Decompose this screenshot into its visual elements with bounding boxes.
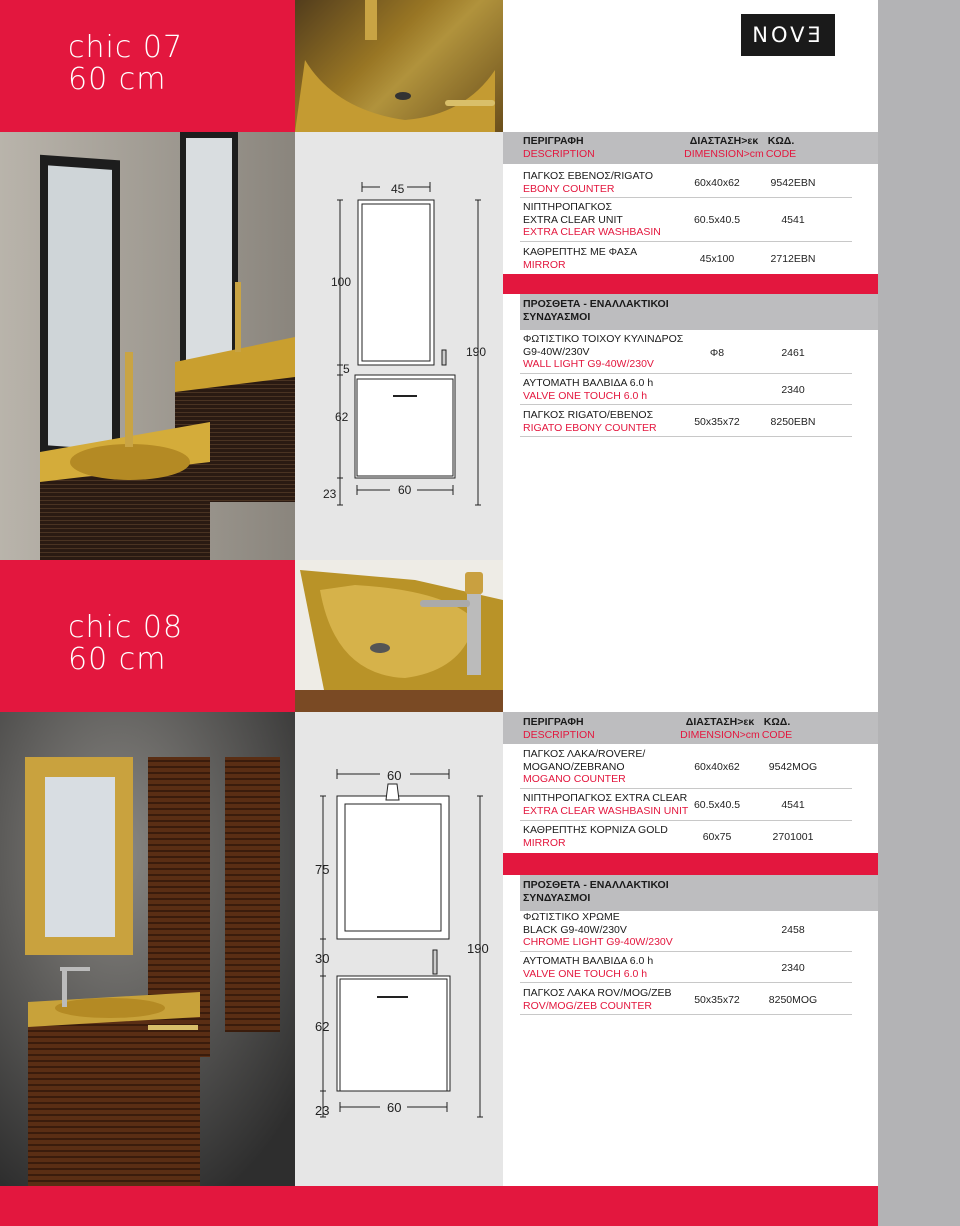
chic07-row2-dim: 60.5x40.5 [693, 214, 741, 226]
chic08-acc-title-2: ΣΥΝΔΥΑΣΜΟΙ [523, 892, 591, 904]
chic07-header-code-gr: ΚΩΔ. [767, 135, 795, 147]
chic07-acc1-en: WALL LIGHT G9-40W/230V [523, 358, 654, 370]
chic07-acc1-dim: Φ8 [709, 347, 725, 359]
chic08-row2-en: EXTRA CLEAR WASHBASIN UNIT [523, 804, 689, 817]
chic07-header-desc-en: DESCRIPTION [523, 148, 595, 160]
chic08-header-code-en: CODE [761, 729, 793, 741]
chic07-acc-row [520, 332, 852, 374]
chic08-row3-dim: 60x75 [702, 831, 732, 843]
chic07-technical-drawing [295, 132, 503, 560]
chic07-header-desc-gr: ΠΕΡΙΓΡΑΦΗ [523, 135, 584, 147]
chic08-dim-cabinet-height: 62 [315, 1019, 330, 1034]
chic08-main-photo [0, 712, 295, 1186]
chic08-title-block [0, 560, 295, 712]
chic07-row2-gr: ΝΙΠΤΗΡΟΠΑΓΚΟΣ [523, 201, 612, 213]
chic07-acc1-gr: ΦΩΤΙΣΤΙΚΟ ΤΟΙΧΟΥ ΚΥΛΙΝΔΡΟΣ [523, 333, 684, 345]
chic07-row [520, 243, 852, 272]
chic07-row3-gr: ΚΑΘΡΕΠΤΗΣ ΜΕ ΦΑΣΑ [523, 246, 638, 258]
chic07-header-code-en: CODE [765, 148, 797, 160]
chic08-detail-photo [295, 560, 503, 712]
chic07-dim-mirror-width: 45 [391, 182, 405, 196]
chic07-acc3-dim: 50x35x72 [694, 416, 740, 428]
chic08-acc3-dim: 50x35x72 [694, 994, 740, 1006]
brand-logo [741, 14, 835, 56]
chic07-acc3-code: 8250EBN [770, 416, 816, 428]
chic08-header-dim-en: DIMENSION>cm [680, 729, 760, 741]
chic07-row1-gr: ΠΑΓΚΟΣ ΕΒΕΝΟΣ/RIGATO [523, 170, 654, 182]
chic07-dim-mirror-height: 100 [331, 275, 352, 289]
chic08-acc3-code: 8250MOG [768, 994, 818, 1006]
chic08-accessories-header [520, 875, 878, 911]
chic08-technical-drawing [295, 712, 503, 1186]
chic07-detail-illustration [295, 0, 503, 132]
chic07-dim-cabinet-width: 60 [398, 483, 412, 497]
chic08-row [520, 822, 852, 852]
chic07-table-header [503, 132, 878, 164]
chic08-acc2-gr: ΑΥΤΟΜΑΤΗ ΒΑΛΒΙΔΑ 6.0 h [523, 955, 654, 967]
chic08-row1-gr2: MOGANO/ZEBRANO [523, 760, 625, 773]
chic07-row3-code: 2712EBN [770, 253, 816, 265]
chic07-main-illustration [0, 132, 295, 560]
chic07-acc3-gr: ΠΑΓΚΟΣ RIGATO/EBENOΣ [523, 409, 654, 421]
chic08-main-illustration [0, 712, 295, 1186]
chic07-detail-photo [295, 0, 503, 132]
chic07-row1-code: 9542EBN [770, 177, 816, 189]
chic08-acc2-code: 2340 [781, 962, 805, 974]
chic08-row1-dim: 60x40x62 [694, 761, 740, 773]
chic08-dim-mirror-width: 60 [387, 768, 402, 783]
chic08-row2-code: 4541 [781, 799, 805, 811]
chic08-row [520, 790, 852, 821]
chic08-acc-title-1: ΠΡΟΣΘΕΤΑ - ΕΝΑΛΛΑΚΤΙΚΟΙ [523, 879, 669, 891]
chic08-row1-en: MOGANO COUNTER [523, 773, 626, 785]
chic07-acc-row [520, 406, 852, 437]
chic07-acc2-code: 2340 [781, 384, 805, 396]
chic08-acc1-gr2: BLACK G9-40W/230V [523, 923, 627, 936]
chic08-row1-code: 9542MOG [768, 761, 818, 773]
chic07-row3-dim: 45x100 [699, 253, 735, 265]
chic07-acc2-en: VALVE ONE TOUCH 6.0 h [523, 389, 648, 402]
chic08-dim-mirror-height: 75 [315, 862, 330, 877]
chic08-acc-row [520, 910, 852, 952]
chic07-dim-total-height: 190 [466, 345, 487, 359]
chic07-accessories-header [520, 294, 878, 330]
chic08-row2-dim: 60.5x40.5 [693, 799, 741, 811]
chic07-acc-title-1: ΠΡΟΣΘΕΤΑ - ΕΝΑΛΛΑΚΤΙΚΟΙ [523, 298, 669, 310]
chic08-dim-cabinet-width: 60 [387, 1100, 402, 1115]
bottom-band [0, 1186, 878, 1226]
chic07-acc1-code: 2461 [781, 347, 805, 359]
chic07-dim-gap: 5 [343, 362, 350, 376]
chic08-row3-en: MIRROR [523, 836, 566, 849]
chic07-row1-dim: 60x40x62 [694, 177, 740, 189]
chic08-header-desc-gr: ΠΕΡΙΓΡΑΦΗ [523, 716, 584, 728]
chic07-accessories-band [503, 274, 878, 294]
chic08-acc3-en: ROV/MOG/ZEB COUNTER [523, 999, 652, 1012]
chic08-header-desc-en: DESCRIPTION [523, 729, 595, 741]
chic08-size: 60 cm [68, 642, 167, 677]
chic07-acc3-en: RIGATO EBONY COUNTER [523, 421, 657, 434]
chic08-acc2-en: VALVE ONE TOUCH 6.0 h [523, 967, 648, 980]
chic08-title: chic 08 [68, 610, 184, 645]
chic08-row2-gr: ΝΙΠΤΗΡΟΠΑΓΚΟΣ EXTRA CLEAR [523, 792, 688, 804]
chic08-acc1-en: CHROME LIGHT G9-40W/230V [523, 936, 673, 948]
chic07-dim-cabinet-height: 62 [335, 410, 349, 424]
chic07-row [520, 168, 852, 198]
chic07-acc-row [520, 375, 852, 405]
chic08-detail-illustration [295, 560, 503, 712]
chic07-acc-title-2: ΣΥΝΔΥΑΣΜΟΙ [523, 311, 591, 323]
chic08-acc-row [520, 953, 852, 983]
chic07-title: chic 07 [68, 30, 184, 65]
chic07-size: 60 cm [68, 62, 167, 97]
chic08-acc-row [520, 984, 852, 1015]
chic08-dim-total-height: 190 [467, 941, 489, 956]
chic08-row [520, 746, 852, 789]
chic07-header-dim-en: DIMENSION>cm [684, 148, 764, 160]
chic08-row1-gr: ΠΑΓΚΟΣ ΛΑΚΑ/ROVERE/ [523, 748, 646, 760]
chic07-acc2-gr: ΑΥΤΟΜΑΤΗ ΒΑΛΒΙΔΑ 6.0 h [523, 377, 654, 389]
chic07-row2-en: EXTRA CLEAR WASHBASIN [523, 226, 661, 238]
brand-logo-text: NOVƎ [752, 23, 824, 47]
chic08-acc1-code: 2458 [781, 924, 805, 936]
chic08-dim-floor-gap: 23 [315, 1103, 330, 1118]
chic08-header-dim-gr: ΔΙΑΣΤΑΣΗ>εκ [685, 716, 755, 728]
chic07-row2-code: 4541 [781, 214, 805, 226]
chic07-row1-en: EBONY COUNTER [523, 182, 615, 195]
chic08-table-header [503, 712, 878, 744]
chic07-title-block [0, 0, 295, 132]
chic07-row2-gr2: EXTRA CLEAR UNIT [523, 213, 623, 226]
chic08-acc3-gr: ΠΑΓΚΟΣ ΛΑΚΑ ROV/MOG/ZEB [523, 987, 672, 999]
chic07-dim-floor-gap: 23 [323, 487, 337, 501]
chic08-row3-code: 2701001 [772, 831, 814, 843]
chic08-accessories-band [503, 853, 878, 875]
chic07-acc1-gr2: G9-40W/230V [523, 345, 590, 358]
chic08-row3-gr: ΚΑΘΡΕΠΤΗΣ ΚΟΡΝΙΖΑ GOLD [523, 824, 668, 836]
chic07-row3-en: MIRROR [523, 258, 566, 271]
chic08-header-code-gr: ΚΩΔ. [763, 716, 791, 728]
side-strip [878, 0, 960, 1226]
chic07-main-photo [0, 132, 295, 560]
chic08-acc1-gr: ΦΩΤΙΣΤΙΚΟ ΧΡΩΜΕ [523, 911, 620, 923]
chic08-dim-gap: 30 [315, 951, 330, 966]
chic07-header-dim-gr: ΔΙΑΣΤΑΣΗ>εκ [689, 135, 759, 147]
chic07-row [520, 199, 852, 242]
